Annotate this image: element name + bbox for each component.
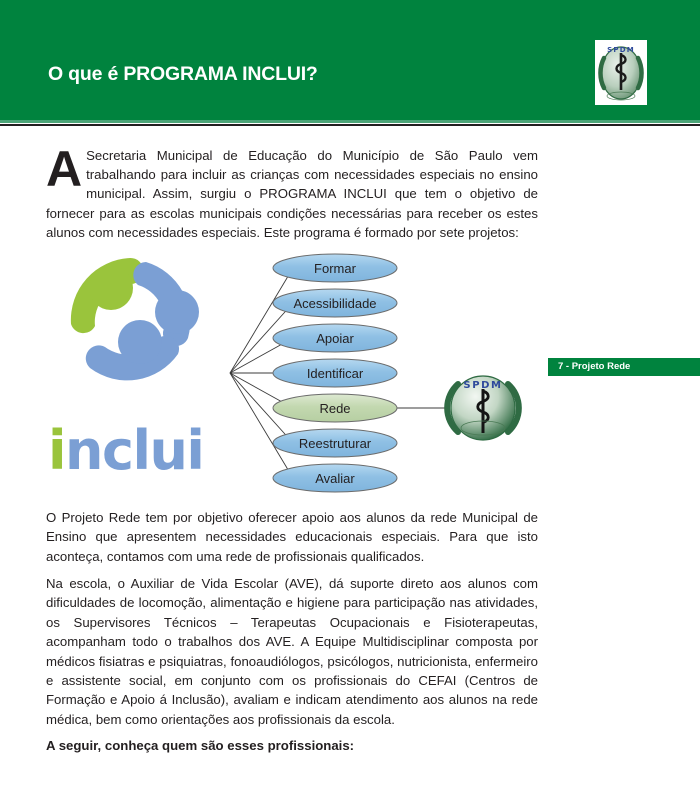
spdm-badge-acronym: SPDM: [463, 380, 503, 391]
project-node[interactable]: [273, 254, 397, 282]
inclui-wordmark: [48, 419, 204, 482]
project-node-label: Identificar: [306, 366, 364, 381]
project-node-label: Formar: [314, 261, 356, 276]
project-node[interactable]: [273, 324, 397, 352]
header-divider-dark: [0, 124, 700, 126]
project-node-highlighted[interactable]: [273, 394, 397, 422]
page-header: [0, 0, 700, 120]
intro-paragraph: [46, 141, 538, 242]
spdm-logo: [595, 40, 647, 105]
project-node[interactable]: [273, 464, 397, 492]
spdm-logo-graphic: [595, 40, 647, 105]
project-node[interactable]: [273, 429, 397, 457]
project-node-label: Acessibilidade: [293, 296, 377, 311]
project-node[interactable]: [273, 289, 397, 317]
inclui-wordmark-i: i: [48, 419, 66, 482]
intro-paragraph-text: Secretaria Municipal de Educação do Município de São Paulo vem trabalhando para incluir as crianças com necessidades especiais no ensino municipal. Assim, surgiu o PROGRAMA INCLUI que tem o objetivo de fornecer para as escolas municipais condições necessárias para receber os estes alunos com necessidades especiais. Este programa é formado por sete projetos:: [46, 148, 538, 240]
project-node-label: Rede: [319, 401, 351, 416]
page-title: O que é PROGRAMA INCLUI?: [48, 63, 318, 85]
inclui-wordmark-rest: nclui: [65, 419, 204, 482]
inclui-logo-icon: [71, 258, 199, 380]
paragraph-closing: A seguir, conheça quem são esses profissionais:: [46, 738, 355, 753]
header-divider-light: [0, 120, 700, 123]
spdm-badge-icon: [447, 376, 519, 440]
section-tab-projeto-rede[interactable]: 7 - Projeto Rede: [548, 358, 700, 376]
paragraph-escola: Na escola, o Auxiliar de Vida Escolar (AVE), dá suporte direto aos alunos com dificuldades de locomoção, alimentação e higiene para participação nas atividades, os Supervisores Técnicos – Terapeutas Ocupacionais e Fisioterapeutas, acompanham todo o trabalhos dos AVE. A Equipe Multidisciplinar composta por médicos fisiatras e psiquiatras, fonoaudiólogos, psicólogos, nutricionista, enfermeiro e assistente social, em conjunto com os profissionais do CEFAI (Centros de Formação e Apoio á Inclusão), avaliam e indicam atendimento aos alunos na rede médica, bem como orientações aos profissionais da escola.: [46, 576, 538, 727]
project-node-label: Reestruturar: [298, 436, 372, 451]
drop-cap: A: [46, 141, 83, 197]
svg-text:SPDM: SPDM: [607, 46, 635, 54]
paragraph-projeto-rede: O Projeto Rede tem por objetivo oferecer apoio aos alunos da rede Municipal de Ensino que apresentem necessidades educacionais especiais. Para que isto aconteça, contamos com uma rede de profissionais qualificados.: [46, 510, 538, 564]
project-node-label: Avaliar: [315, 471, 355, 486]
project-node[interactable]: [273, 359, 397, 387]
project-node-label: Apoiar: [316, 331, 354, 346]
